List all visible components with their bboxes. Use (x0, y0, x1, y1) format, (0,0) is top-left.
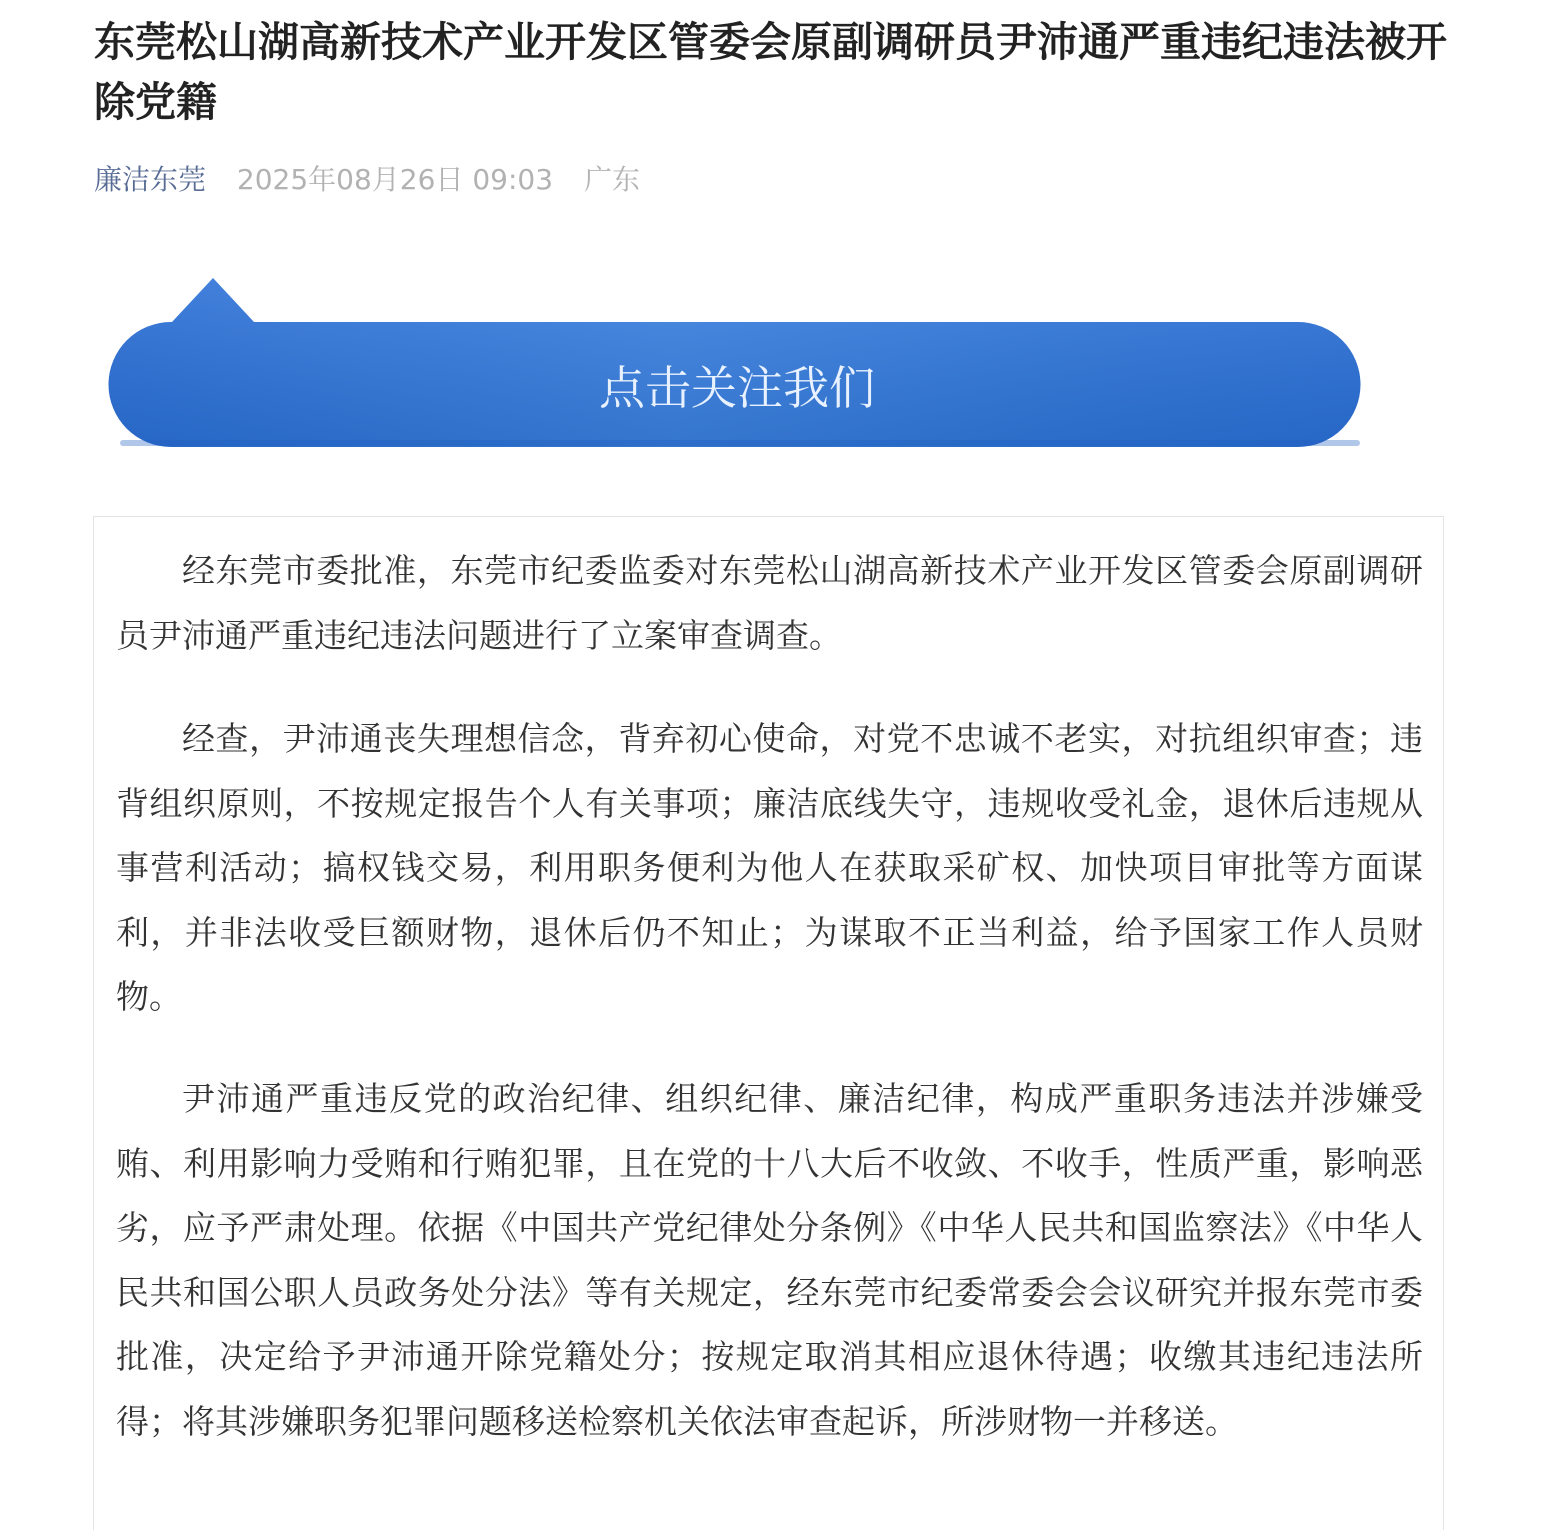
article-meta (94, 160, 640, 200)
article-paragraph: 尹沛通严重违反党的政治纪律、组织纪律、廉洁纪律，构成严重职务违法并涉嫌受贿、利用影响力受贿和行贿犯罪，且在党的十八大后不收敛、不收手，性质严重，影响恶劣，应予严肃处理。依据《中国共产党纪律处分条例》《中华人民共和国监察法》《中华人民共和国公职人员政务处分法》等有关规定，经东莞市纪委常委会会议研究并报东莞市委批准，决定给予尹沛通开除党籍处分；按规定取消其相应退休待遇；收缴其违纪违法所得；将其涉嫌职务犯罪问题移送检察机关依法审查起诉，所涉财物一并移送。 (116, 1079, 1423, 1441)
article-body (93, 516, 1444, 1530)
article-paragraph: 经东莞市委批准，东莞市纪委监委对东莞松山湖高新技术产业开发区管委会原副调研员尹沛通严重违纪违法问题进行了立案审查调查。 (116, 551, 1423, 655)
account-name-link[interactable]: 廉洁东莞 (94, 163, 207, 196)
publish-location: 广东 (583, 163, 640, 196)
banner-label: 点击关注我们 (599, 361, 875, 415)
article-title: 东莞松山湖高新技术产业开发区管委会原副调研员尹沛通严重违纪违法被开除党籍 (94, 18, 1447, 126)
publish-date: 2025年08月26日 09:03 (236, 163, 554, 196)
follow-us-banner[interactable] (0, 270, 1556, 470)
article-paragraph: 经查，尹沛通丧失理想信念，背弃初心使命，对党不忠诚不老实，对抗组织审查；违背组织原则，不按规定报告个人有关事项；廉洁底线失守，违规收受礼金，退休后违规从事营利活动；搞权钱交易，利用职务便利为他人在获取采矿权、加快项目审批等方面谋利，并非法收受巨额财物，退休后仍不知止；为谋取不正当利益，给予国家工作人员财物。 (116, 719, 1423, 1016)
